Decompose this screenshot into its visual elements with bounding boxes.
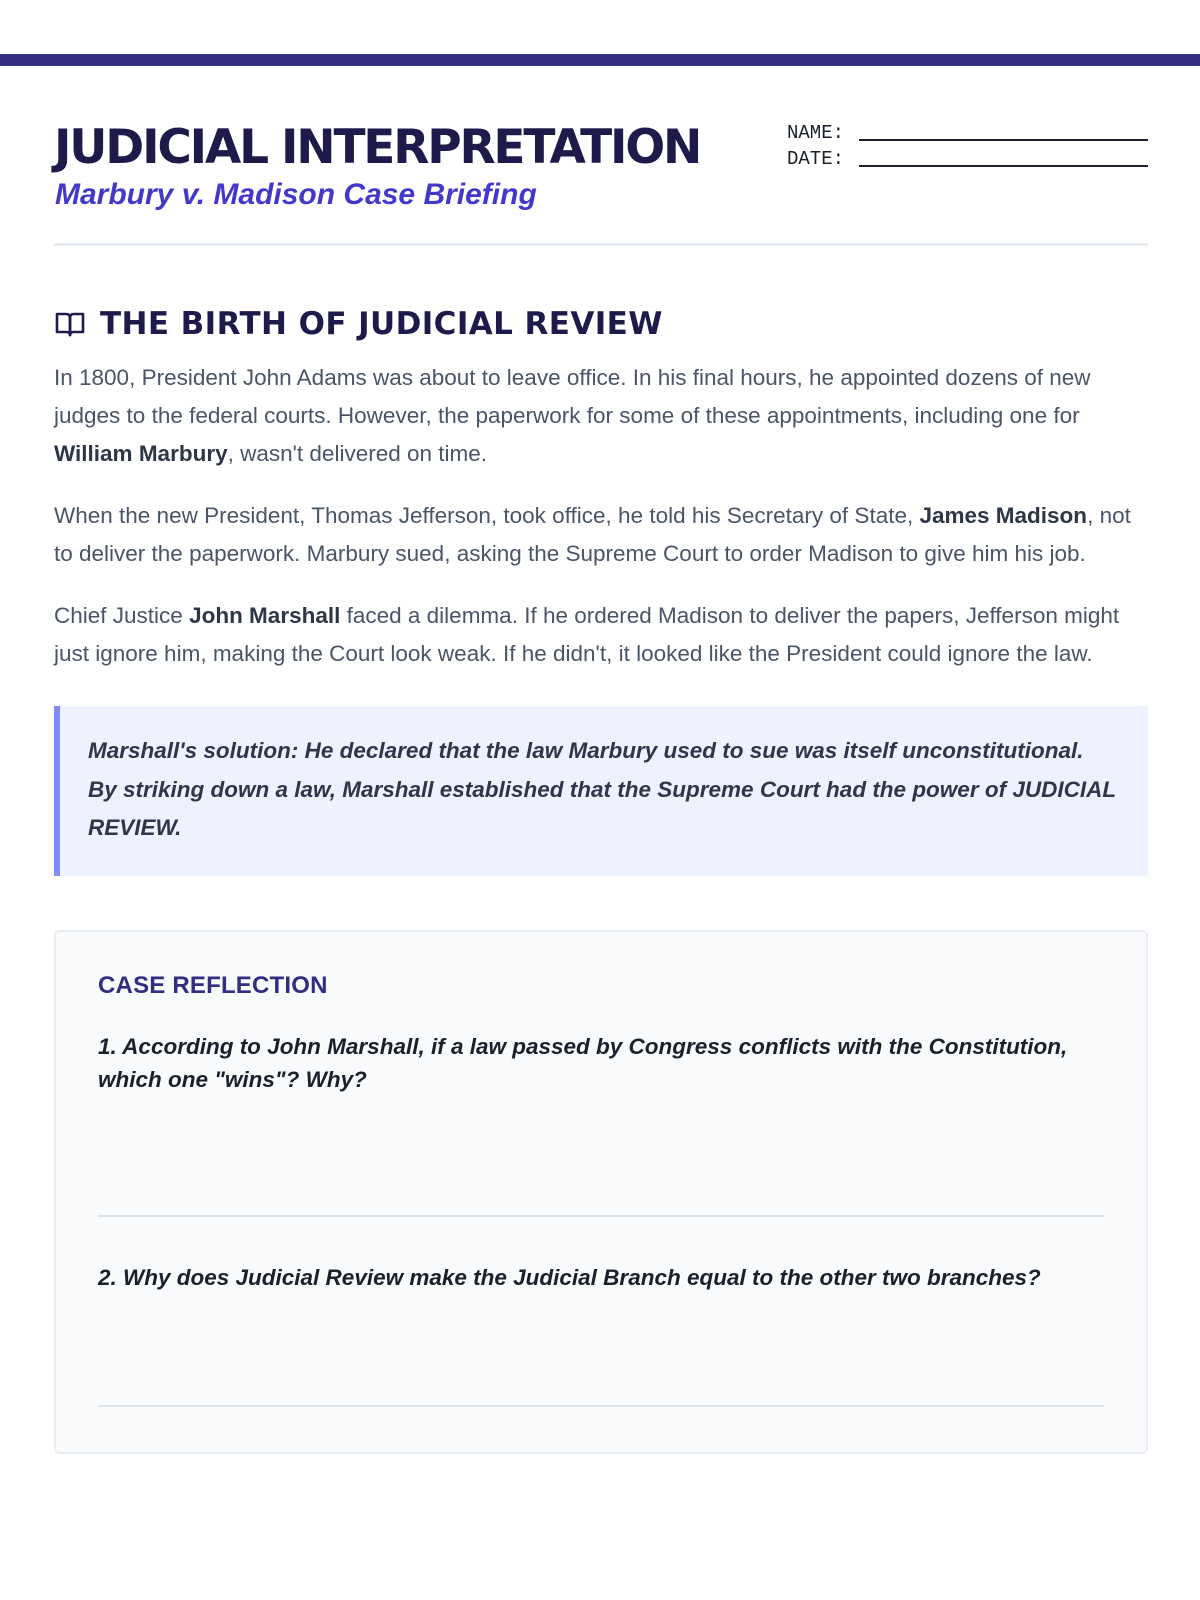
question-2: 2. Why does Judicial Review make the Judicial Branch equal to the other two branches?: [98, 1264, 1041, 1290]
worksheet-header: [54, 66, 1148, 246]
date-field[interactable]: [859, 149, 1148, 167]
answer-line-1[interactable]: [98, 1096, 1104, 1217]
page-title: JUDICIAL INTERPRETATION: [54, 120, 701, 175]
page-subtitle: Marbury v. Madison Case Briefing: [55, 178, 537, 211]
paragraph-2-bold: James Madison: [919, 503, 1088, 528]
question-1: 1. According to John Marshall, if a law passed by Congress conflicts with the Constitution, which one "wins"? Why?: [98, 1033, 1068, 1092]
paragraph-2: [54, 497, 1148, 573]
section-title: THE BIRTH OF JUDICIAL REVIEW: [100, 306, 663, 342]
paragraph-2-text-c: , not to deliver the paperwork. Marbury sued, asking the Supreme Court to order Madison to give him his job.: [54, 503, 1131, 566]
name-row: [787, 118, 1148, 144]
name-field[interactable]: [859, 123, 1148, 141]
paragraph-3-bold: John Marshall: [189, 603, 341, 628]
paragraph-1-bold: William Marbury: [54, 441, 228, 466]
paragraph-2-text-a: When the new President, Thomas Jefferson, took office, he told his Secretary of State,: [54, 503, 920, 528]
paragraph-3: [54, 597, 1148, 673]
worksheet-page: [54, 66, 1148, 1454]
case-reflection-box: [54, 930, 1148, 1454]
date-label: DATE:: [787, 148, 845, 170]
paragraph-1-text-c: , wasn't delivered on time.: [227, 441, 488, 466]
section-heading: [54, 289, 1148, 359]
paragraph-1: [54, 359, 1148, 473]
book-icon: [54, 310, 86, 338]
student-info: [787, 118, 1148, 170]
name-label: NAME:: [787, 122, 845, 144]
paragraph-3-text-c: faced a dilemma. If he ordered Madison to deliver the papers, Jefferson might just ignore him, making the Court look weak. If he didn't, it looked like the President could ignore the law.: [54, 603, 1120, 666]
date-row: [787, 144, 1148, 170]
answer-line-2[interactable]: [98, 1294, 1104, 1407]
paragraph-3-text-a: Chief Justice: [54, 603, 190, 628]
reflection-title: CASE REFLECTION: [98, 971, 328, 999]
key-concept-callout: Marshall's solution: He declared that the law Marbury used to sue was itself unconstitutional. By striking down a law, Marshall established that the Supreme Court had the power of JUDICIAL REVIEW.: [54, 706, 1148, 876]
top-accent-bar: [0, 54, 1200, 66]
paragraph-1-text-a: In 1800, President John Adams was about to leave office. In his final hours, he appointed dozens of new judges to the federal courts. However, the paperwork for some of these appointments, including one for: [54, 365, 1091, 428]
